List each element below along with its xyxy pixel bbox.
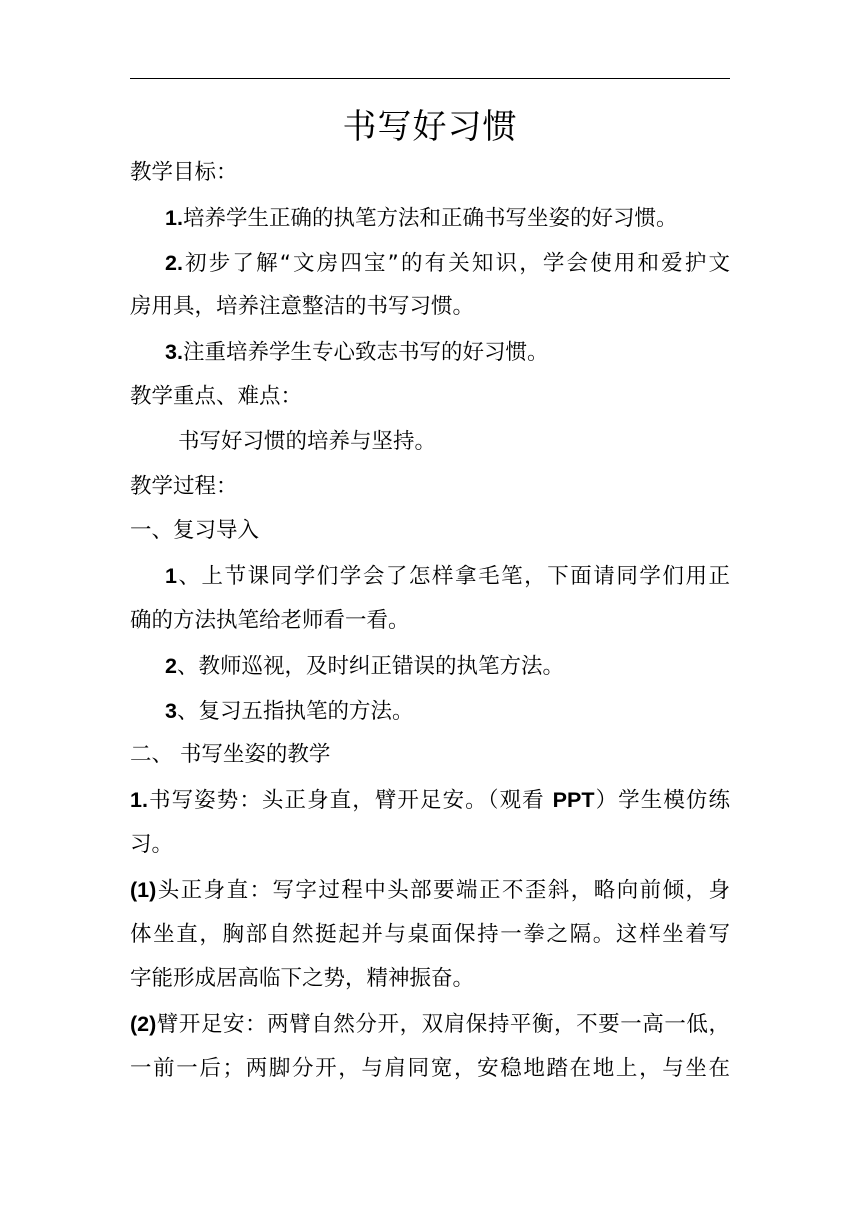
step-3-number: 3 (165, 699, 177, 723)
posture-paragraph (130, 778, 730, 822)
objective-2-text-line2: 房用具，培养注意整洁的书写习惯。 (130, 294, 475, 319)
header-rule (130, 78, 730, 79)
objective-2-number: 2. (165, 251, 183, 275)
section-2-heading: 二、 书写坐姿的教学 (130, 742, 331, 767)
head-text-line1: 头正身直：写字过程中头部要端正不歪斜，略向前倾，身 (156, 878, 730, 903)
posture-number: 1. (130, 788, 148, 812)
objective-item-1 (165, 196, 730, 240)
head-number: (1) (130, 878, 157, 902)
posture-text-line2: 习。 (130, 832, 174, 857)
step-2-text: 、教师巡视，及时纠正错误的执笔方法。 (176, 654, 564, 679)
head-paragraph (130, 868, 730, 912)
arms-text-line1: 臂开足安：两臂自然分开，双肩保持平衡，不要一高一低， (156, 1012, 730, 1037)
objective-item-3 (165, 330, 730, 374)
document-title: 书写好习惯 (342, 107, 518, 147)
step-1-text-line2: 确的方法执笔给老师看一看。 (130, 608, 410, 633)
step-2-number: 2 (165, 654, 177, 678)
process-heading: 教学过程： (130, 474, 238, 499)
posture-text-a: 书写姿势：头正身直，臂开足安。（观看 (147, 788, 553, 813)
objective-3-number: 3. (165, 340, 183, 364)
key-points-text: 书写好习惯的培养与坚持。 (178, 429, 437, 454)
objective-item-2 (165, 241, 730, 285)
objective-3-text: 注重培养学生专心致志书写的好习惯。 (182, 340, 549, 365)
posture-text-b: ）学生模仿练 (594, 788, 730, 813)
arms-number: (2) (130, 1012, 157, 1036)
ppt-label: PPT (552, 788, 595, 812)
step-1 (165, 554, 730, 598)
objective-2-text-line1: 初步了解“文房四宝”的有关知识，学会使用和爱护文 (182, 251, 730, 276)
head-text-line3: 字能形成居高临下之势，精神振奋。 (130, 966, 475, 991)
arms-paragraph (130, 1002, 730, 1046)
step-1-number: 1 (165, 564, 177, 588)
arms-text-line2: 一前一后；两脚分开，与肩同宽，安稳地踏在地上，与坐在 (130, 1056, 730, 1081)
objective-1-number: 1. (165, 206, 183, 230)
objective-1-text: 培养学生正确的执笔方法和正确书写坐姿的好习惯。 (182, 206, 678, 231)
step-1-text-line1: 、上节课同学们学会了怎样拿毛笔，下面请同学们用正 (176, 564, 730, 589)
section-1-heading: 一、复习导入 (130, 518, 260, 543)
step-3 (165, 689, 730, 733)
objectives-heading: 教学目标： (130, 160, 238, 185)
key-points-heading: 教学重点、难点： (130, 384, 303, 409)
head-text-line2: 体坐直，胸部自然挺起并与桌面保持一拳之隔。这样坐着写 (130, 922, 730, 947)
step-3-text: 、复习五指执笔的方法。 (176, 699, 414, 724)
step-2 (165, 644, 730, 688)
